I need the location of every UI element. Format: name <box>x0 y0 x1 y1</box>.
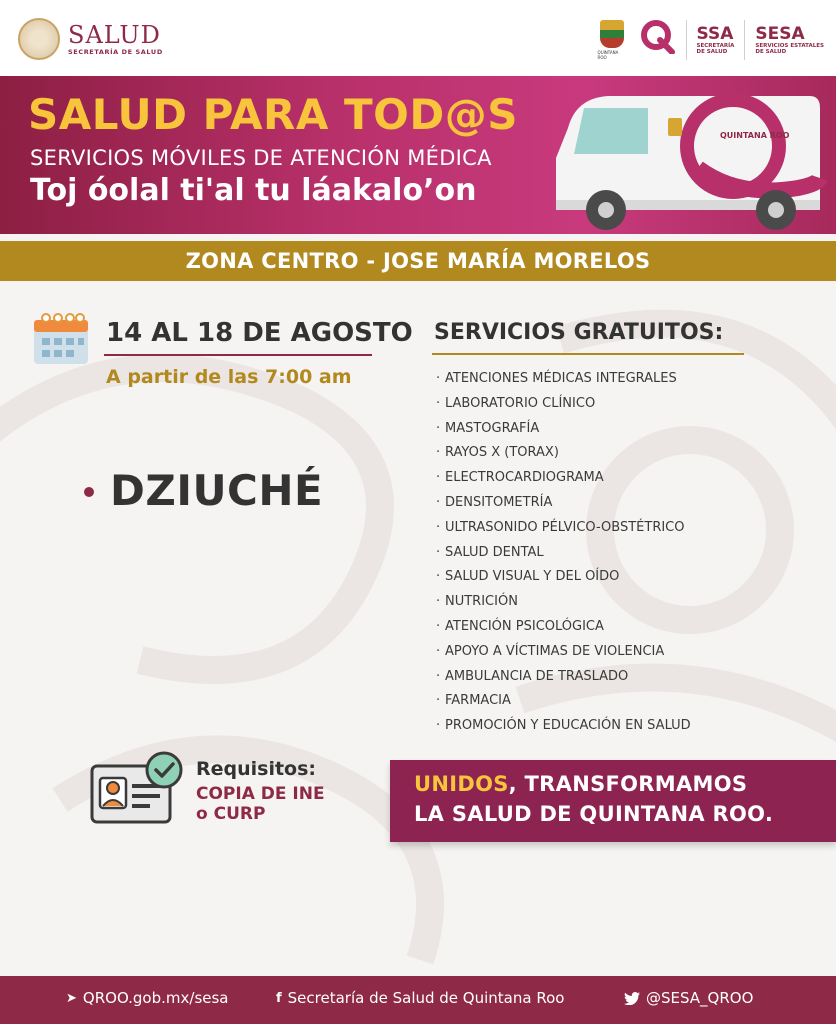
list-item: · SALUD DENTAL <box>436 544 544 560</box>
slogan-box <box>390 760 836 842</box>
zone-bar <box>0 241 836 281</box>
list-item: · SALUD VISUAL Y DEL OÍDO <box>436 569 620 585</box>
national-emblem-icon <box>18 18 60 60</box>
list-item: · FARMACIA <box>436 693 511 709</box>
list-item: · MASTOGRAFÍA <box>436 420 540 436</box>
calendar-icon <box>32 310 90 366</box>
list-item: · ATENCIÓN PSICOLÓGICA <box>436 618 604 634</box>
facebook-icon: f <box>276 990 282 1006</box>
mobile-clinic-van-icon <box>548 88 828 233</box>
services-list <box>436 370 691 742</box>
banner-maya-line: Toj óolal ti'al tu láakalo’on <box>30 173 477 208</box>
footer <box>0 976 836 1024</box>
list-item: · PROMOCIÓN Y EDUCACIÓN EN SALUD <box>436 718 691 734</box>
list-item: · NUTRICIÓN <box>436 594 518 610</box>
services-underline <box>432 353 744 355</box>
quintana-roo-shield-icon <box>598 20 626 60</box>
q-logo-icon <box>636 18 676 62</box>
shield-caption: QUINTANA ROO <box>597 50 619 60</box>
services-title: SERVICIOS GRATUITOS: <box>434 320 724 345</box>
requirements-label: Requisitos: <box>196 758 317 780</box>
footer-twitter: @SESA_QROO <box>646 989 754 1007</box>
list-item: · ELECTROCARDIOGRAMA <box>436 470 604 486</box>
salud-logo-title: SALUD <box>68 21 161 49</box>
event-dates: 14 AL 18 DE AGOSTO <box>106 318 413 348</box>
footer-website-link[interactable] <box>66 989 229 1007</box>
event-time: A partir de las 7:00 am <box>106 366 352 388</box>
sesa-title: SESA <box>755 23 805 44</box>
list-item: · RAYOS X (TORAX) <box>436 445 559 461</box>
location-name: DZIUCHÉ <box>110 466 324 515</box>
requirements-line1: COPIA DE INE <box>196 784 325 804</box>
footer-facebook-link[interactable] <box>276 989 564 1007</box>
footer-twitter-link[interactable] <box>624 989 753 1007</box>
sesa-sub1: SERVICIOS ESTATALES <box>755 42 824 49</box>
slogan-line1-rest: , TRANSFORMAMOS <box>508 772 748 796</box>
ssa-sub2: DE SALUD <box>696 49 728 55</box>
list-item: · APOYO A VÍCTIMAS DE VIOLENCIA <box>436 643 665 659</box>
footer-facebook: Secretaría de Salud de Quintana Roo <box>287 989 565 1007</box>
ssa-title: SSA <box>696 23 734 44</box>
slogan-highlight: UNIDOS <box>414 772 509 796</box>
logo-separator <box>744 20 745 60</box>
van-logo-text: QUINTANA ROO <box>720 131 790 140</box>
banner-title: SALUD PARA TOD@S <box>28 90 518 139</box>
list-item: · LABORATORIO CLÍNICO <box>436 395 596 411</box>
twitter-icon <box>624 992 640 1005</box>
list-item: · ULTRASONIDO PÉLVICO-OBSTÉTRICO <box>436 519 685 535</box>
sesa-sub2: DE SALUD <box>755 49 787 55</box>
zone-label: ZONA CENTRO - JOSE MARÍA MORELOS <box>185 249 651 273</box>
header <box>0 0 836 76</box>
slogan-line2: LA SALUD DE QUINTANA ROO. <box>414 802 774 826</box>
banner-subtitle: SERVICIOS MÓVILES DE ATENCIÓN MÉDICA <box>30 146 492 170</box>
ssa-logo <box>697 25 735 56</box>
sesa-logo <box>755 25 824 56</box>
requirements-line2: o CURP <box>196 804 266 824</box>
list-item: · DENSITOMETRÍA <box>436 494 553 510</box>
hero-banner <box>0 76 836 234</box>
check-icon <box>147 753 181 787</box>
location-bullet <box>84 487 94 497</box>
logo-separator <box>686 20 687 60</box>
list-item: · AMBULANCIA DE TRASLADO <box>436 668 629 684</box>
date-underline <box>104 354 372 356</box>
partner-logos <box>598 18 824 62</box>
footer-website: QROO.gob.mx/sesa <box>82 989 229 1007</box>
list-item: · ATENCIONES MÉDICAS INTEGRALES <box>436 371 677 386</box>
salud-logo-subtitle: SECRETARÍA DE SALUD <box>68 48 163 56</box>
id-card-icon <box>88 750 188 830</box>
cursor-icon: ➤ <box>66 990 77 1006</box>
ssa-sub1: SECRETARÍA <box>696 42 735 49</box>
salud-logo <box>18 18 163 60</box>
